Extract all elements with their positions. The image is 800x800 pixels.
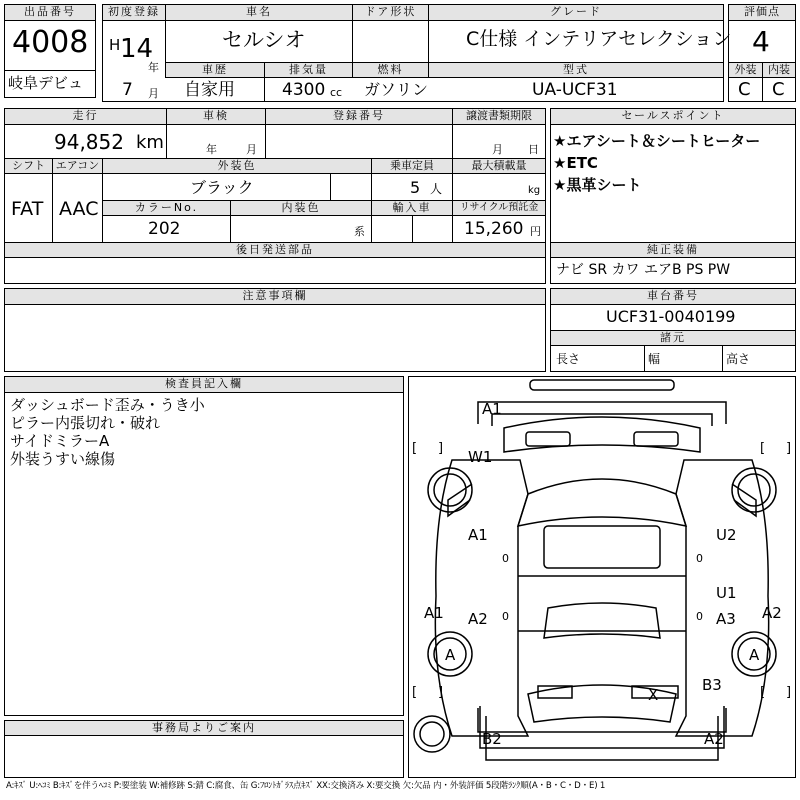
history-value: 自家用 — [184, 80, 235, 100]
displacement-value: 4300 — [282, 80, 326, 100]
inspection-month-unit: 月 — [246, 143, 257, 156]
inspection-label: 車検 — [166, 108, 266, 125]
sales-point-label: セールスポイント — [550, 108, 796, 125]
color-number-label: カラーNo. — [102, 200, 231, 216]
standard-equipment-label: 純正装備 — [550, 242, 796, 258]
recycle-fee-label: リサイクル預託金 — [452, 200, 546, 216]
diagram-bracket: [ — [412, 685, 418, 700]
score-value: 4 — [752, 25, 770, 58]
car-diagram — [408, 376, 796, 778]
registration-month: 7 — [122, 80, 133, 100]
damage-mark: A3 — [716, 610, 736, 628]
inspector-note: ダッシュボード歪み・うき小 — [10, 396, 205, 414]
inspector-notes-label: 検査員記入欄 — [4, 376, 404, 393]
shift-value: FAT — [11, 198, 44, 220]
grade-label: グレード — [428, 4, 724, 21]
height-label: 高さ — [726, 352, 751, 366]
inspector-notes-list — [10, 396, 205, 468]
specs-label: 諸元 — [550, 330, 796, 346]
damage-mark: X — [648, 686, 659, 704]
car-outline — [414, 380, 776, 760]
damage-mark: A2 — [762, 604, 782, 622]
door-type-label: ドア形状 — [352, 4, 429, 21]
inspector-note: サイドミラーA — [10, 432, 110, 450]
diagram-bracket: [ — [760, 441, 766, 456]
length-label: 長さ — [556, 352, 581, 366]
standard-equipment: ナビ SR カワ エアB PS PW — [556, 262, 731, 278]
diagram-bracket: ] — [786, 685, 792, 700]
sales-point-list — [553, 130, 793, 196]
venue-name: 岐阜デビュ — [8, 74, 84, 92]
import-label: 輸入車 — [371, 200, 453, 216]
fuel-value: ガソリン — [364, 80, 429, 99]
interior-grade-label: 内装 — [762, 62, 796, 78]
chassis-number-label: 車台番号 — [550, 288, 796, 305]
inspector-note: 外装うすい線傷 — [10, 450, 116, 468]
damage-mark: A1 — [468, 526, 488, 544]
recycle-fee: 15,260 — [464, 219, 524, 239]
damage-mark: A — [445, 646, 456, 664]
era-mark: H — [109, 36, 121, 54]
diagram-zero: 0 — [502, 552, 509, 565]
transfer-day-unit: 日 — [528, 143, 539, 156]
damage-mark: A — [749, 646, 760, 664]
damage-mark: B2 — [482, 730, 502, 748]
fuel-label: 燃料 — [352, 62, 429, 78]
lot-number: 4008 — [12, 25, 89, 60]
recycle-fee-unit: 円 — [530, 225, 541, 238]
exterior-grade-label: 外装 — [728, 62, 763, 78]
interior-color-unit: 系 — [354, 225, 365, 238]
office-notice-label: 事務局よりご案内 — [4, 720, 404, 736]
damage-mark: A1 — [482, 400, 502, 418]
max-load-unit: kg — [528, 185, 541, 196]
car-name: セルシオ — [222, 28, 306, 52]
grade-value: C仕様 インテリアセレクション — [466, 28, 732, 50]
capacity-value: 5 — [410, 178, 421, 197]
damage-mark: A2 — [468, 610, 488, 628]
displacement-unit: cc — [330, 86, 343, 99]
model-label: 型式 — [428, 62, 724, 78]
diagram-zero: 0 — [502, 610, 509, 623]
mileage-value: 94,852 — [54, 130, 124, 154]
sales-point-item: ★黒革シート — [553, 176, 642, 194]
color-number: 202 — [148, 219, 181, 239]
score-label: 評価点 — [728, 4, 796, 21]
chassis-number: UCF31-0040199 — [606, 307, 736, 326]
diagram-bracket: ] — [786, 441, 792, 456]
diagram-zero: 0 — [696, 610, 703, 623]
registration-number-label: 登録番号 — [265, 108, 453, 125]
diagram-bracket: [ — [760, 685, 766, 700]
transfer-deadline-label: 譲渡書類期限 — [452, 108, 546, 125]
max-load-label: 最大積載量 — [452, 158, 546, 174]
month-unit: 月 — [148, 87, 159, 100]
model-value: UA-UCF31 — [532, 80, 618, 100]
year-unit: 年 — [148, 61, 159, 74]
aircon-label: エアコン — [52, 158, 103, 174]
exterior-color-label: 外装色 — [102, 158, 372, 174]
aircon-value: AAC — [59, 198, 99, 220]
first-registration-label: 初度登録 — [102, 4, 166, 21]
later-parts-label: 後日発送部品 — [4, 242, 546, 258]
legend-text: A:ｷｽﾞ U:ﾍｺﾐ B:ｷｽﾞを伴うﾍｺﾐ P:要塗装 W:補修跡 S:錆 C:腐食、缶 G:ﾌﾛﾝﾄｶﾞﾗｽ点ｷｽﾞ XX:交換済み X:要交換 欠:欠品 内・外装評価 5段階ﾗﾝｸ順(A・B・C・D・E) 1 — [6, 781, 606, 791]
lot-number-label: 出品番号 — [4, 4, 96, 21]
exterior-grade: C — [738, 79, 751, 100]
inspector-note: ピラー内張切れ・破れ — [10, 414, 161, 432]
damage-mark: U1 — [716, 584, 737, 602]
damage-mark: A1 — [424, 604, 444, 622]
mileage-unit: km — [136, 132, 164, 153]
damage-mark: U2 — [716, 526, 737, 544]
history-label: 車歴 — [165, 62, 265, 78]
car-name-label: 車名 — [165, 4, 353, 21]
diagram-bracket: ] — [438, 685, 444, 700]
diagram-bracket: [ — [412, 441, 418, 456]
interior-color-label: 内装色 — [230, 200, 372, 216]
inspection-year-unit: 年 — [206, 143, 217, 156]
transfer-month-unit: 月 — [492, 143, 503, 156]
width-label: 幅 — [648, 352, 661, 366]
capacity-label: 乗車定員 — [371, 158, 453, 174]
displacement-label: 排気量 — [264, 62, 353, 78]
interior-grade: C — [772, 79, 785, 100]
capacity-unit: 人 — [430, 182, 443, 196]
mileage-label: 走行 — [4, 108, 167, 125]
diagram-bracket: ] — [438, 441, 444, 456]
registration-year: 14 — [120, 34, 154, 64]
notes-label: 注意事項欄 — [4, 288, 546, 305]
damage-mark: A2 — [704, 730, 724, 748]
damage-mark: W1 — [468, 448, 493, 466]
sales-point-item: ★エアシート＆シートヒーター — [553, 132, 761, 150]
exterior-color: ブラック — [190, 178, 254, 197]
diagram-zero: 0 — [696, 552, 703, 565]
shift-label: シフト — [4, 158, 53, 174]
sales-point-item: ★ETC — [553, 154, 598, 172]
damage-mark: B3 — [702, 676, 722, 694]
